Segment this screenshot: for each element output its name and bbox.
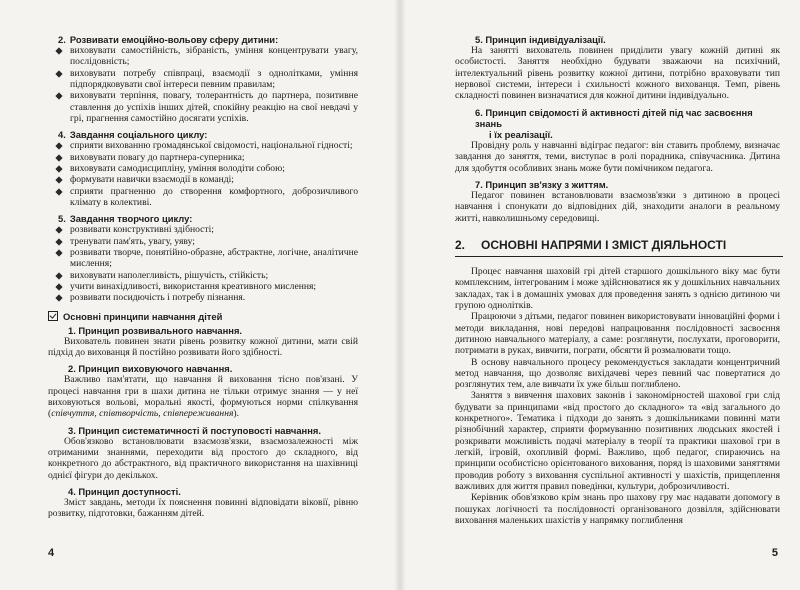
list-item: виховувати терпіння, повагу, толерантність до партнера, позитивне ставлення до успіхів інших дітей, спокійну реакцію на свої невдачі у грі, прагнення самостійно досягати успіхів. — [48, 90, 358, 124]
principle-3-text: Обов'язково встановлювати взаємозв'язки, взаємозалежності між отриманими знаннями, переходити від простого до складного, від конкретного до абстрактного, від практичного використання на шахівниці однієї фігури до декількох. — [48, 435, 358, 481]
principle-7-text: Педагог повинен встановлювати взаємозв'язки з дитиною в процесі навчання і спонукати до відповідних дій, знаходити аналоги в реальному житті, навколишньому середовищі. — [455, 189, 780, 224]
list-item: сприяти вихованню громадянської свідомості, національної гідності; — [48, 140, 358, 151]
list-item: тренувати пам'ять, увагу, уяву; — [48, 236, 358, 247]
list-item: формувати навички взаємодії в команді; — [48, 174, 358, 185]
list-item: виховувати повагу до партнера-суперника; — [48, 152, 358, 163]
body-paragraph: Працюючи з дітьми, педагог повинен використовувати інноваційні форми і методи викладання, нові передові напрацювання послідовності засвоєння дитиною навчального матеріалу, а саме: розглянути, послухати, проговорити, потримати в руках, вивчити, пограти, обсягти й розмалювати тощо. — [455, 311, 780, 357]
principle-5-text: На занятті вихователь повинен приділити увагу кожній дитині як особистості. Заняття необхідно будувати зважаючи на психічний, інтелектуальний рівень розвитку кожної дитини, потрібно враховувати тип нервової системи, інтереси і схильності кожного вихованця. Темп, рівень складності повинен визначатися для кожної дитини індивідуально. — [455, 45, 780, 102]
list-item: розвивати конструктивні здібності; — [48, 224, 358, 235]
principle-4-title: 4. Принцип доступності. — [68, 486, 181, 498]
principle-1-text: Вихователь повинен знати рівень розвитку кожної дитини, мати свій підхід до вихованця й постійно розвивати його здібності. — [48, 335, 358, 359]
principle-2-title: 2. Принцип виховуючого навчання. — [68, 363, 233, 375]
principle-4-text: Зміст завдань, методи їх пояснення повинні відповідати віковії, рівню розвитку, підготовки, бажанням дітей. — [48, 497, 358, 520]
body-paragraph: Керівник обов'язково крім знань про шахову гру має надавати допомогу в пошуках логічності та послідовності організованого дозвілля, здійснювати виховання маленьких шахістів у напрямку поглиблення — [455, 492, 780, 526]
principle-2-text: Важливо пам'ятати, що навчання й виховання тісно пов'язані. У процесі навчання гри в шахи дитина не тільки отримує знання — у неї виховуються вольові, моральні якості, формуються норми спілкування (співчуття, співтворчість, співпереживання). — [48, 374, 358, 420]
task-item-2-list — [48, 45, 358, 124]
principle-6-title: 6. Принцип свідомості й активності дітей під час засвоєння знань і їх реалізації. — [475, 106, 753, 140]
list-item: виховувати наполегливість, рішучість, стійкість; — [48, 270, 358, 281]
principles-heading: Основні принципи навчання дітей — [48, 311, 358, 322]
task-item-2-heading: 2. Розвивати емоційно-вольову сферу дитини: — [58, 34, 279, 45]
principle-5-title: 5. Принцип індивідуалізації. — [475, 34, 606, 45]
principle-6-text: Провідну роль у навчанні відіграє педагог: він ставить проблему, визначає завдання до заняття, теми, виступає в ролі порадника, співучасника. Дитина для здобуття особливих знань може бути помічником педагога. — [455, 139, 780, 174]
list-item: виховувати потребу співпраці, взаємодії з однолітками, уміння підпорядковувати свої інтереси певним правилам; — [48, 68, 358, 91]
list-item: розвивати творче, понятійно-образне, абстрактне, логічне, аналітичне мислення; — [48, 247, 358, 270]
body-paragraph: Процес навчання шаховій грі дітей старшого дошкільного віку має бути комплексним, інтегрованим і може здійснюватися як у дошкільних навчальних закладах, так і в домашніх умовах для проведення занять з однією дитиною чи групою однолітків. — [455, 266, 780, 311]
task-item-4-heading: 4. Завдання соціального циклу: — [58, 129, 208, 141]
principle-7-title: 7. Принцип зв'язку з життям. — [475, 178, 609, 190]
principle-3-title: 3. Принцип систематичності й поступовості навчання. — [68, 424, 321, 436]
list-item: сприяти прагненню до створення комфортного, доброзичливого клімату в колективі. — [48, 186, 358, 209]
page-number-left: 4 — [48, 547, 55, 560]
checkbox-icon — [48, 311, 58, 321]
list-item: розвивати посидючість і потребу пізнання. — [48, 292, 358, 303]
task-item-4-list — [48, 140, 358, 208]
task-item-5-heading: 5. Завдання творчого циклу: — [58, 213, 193, 225]
list-item: виховувати самостійність, зібраність, уміння концентрувати увагу, послідовність; — [48, 45, 358, 68]
page-number-right: 5 — [771, 547, 778, 560]
principle-1-title: 1. Принцип розвивального навчання. — [68, 324, 243, 336]
body-paragraph: Заняття з вивчення шахових законів і закономірностей шахової гри слід будувати за принципами «від простого до складного» та «від загального до конкретного». Тематика і підходи до занять з дошкільниками повинні мати різнобічний характер, сприяти формуванню позитивних людських якостей і розкривати можливість подачі матеріалу в теорії та практики шахової гри в легкій, ігровій, охопливій формі. Важливо, щоб педагог, спираючись на принципи особистісно орієнтованого виховання, поряд із шаховими заняттями проводив роботу з виховання суспільної активності у шахістів, прищеплення важливих для життя правил поведінки, культури, доброзичливості. — [455, 390, 780, 492]
list-item: виховувати самодисципліну, уміння володіти собою; — [48, 163, 358, 174]
chapter-heading: 2. ОСНОВНІ НАПРЯМИ І ЗМІСТ ДІЯЛЬНОСТІ — [455, 238, 783, 257]
list-item: учити винахідливості, використання креативного мислення; — [48, 281, 358, 292]
task-item-5-list — [48, 224, 358, 303]
right-page — [400, 0, 800, 590]
body-paragraph: В основу навчального процесу рекомендується закладати концентричний метод навчання, що дозволяє вихідачеві через певний час повертатися до розглянутих тем, але вивчати їх уже більш поглиблено. — [455, 356, 780, 391]
